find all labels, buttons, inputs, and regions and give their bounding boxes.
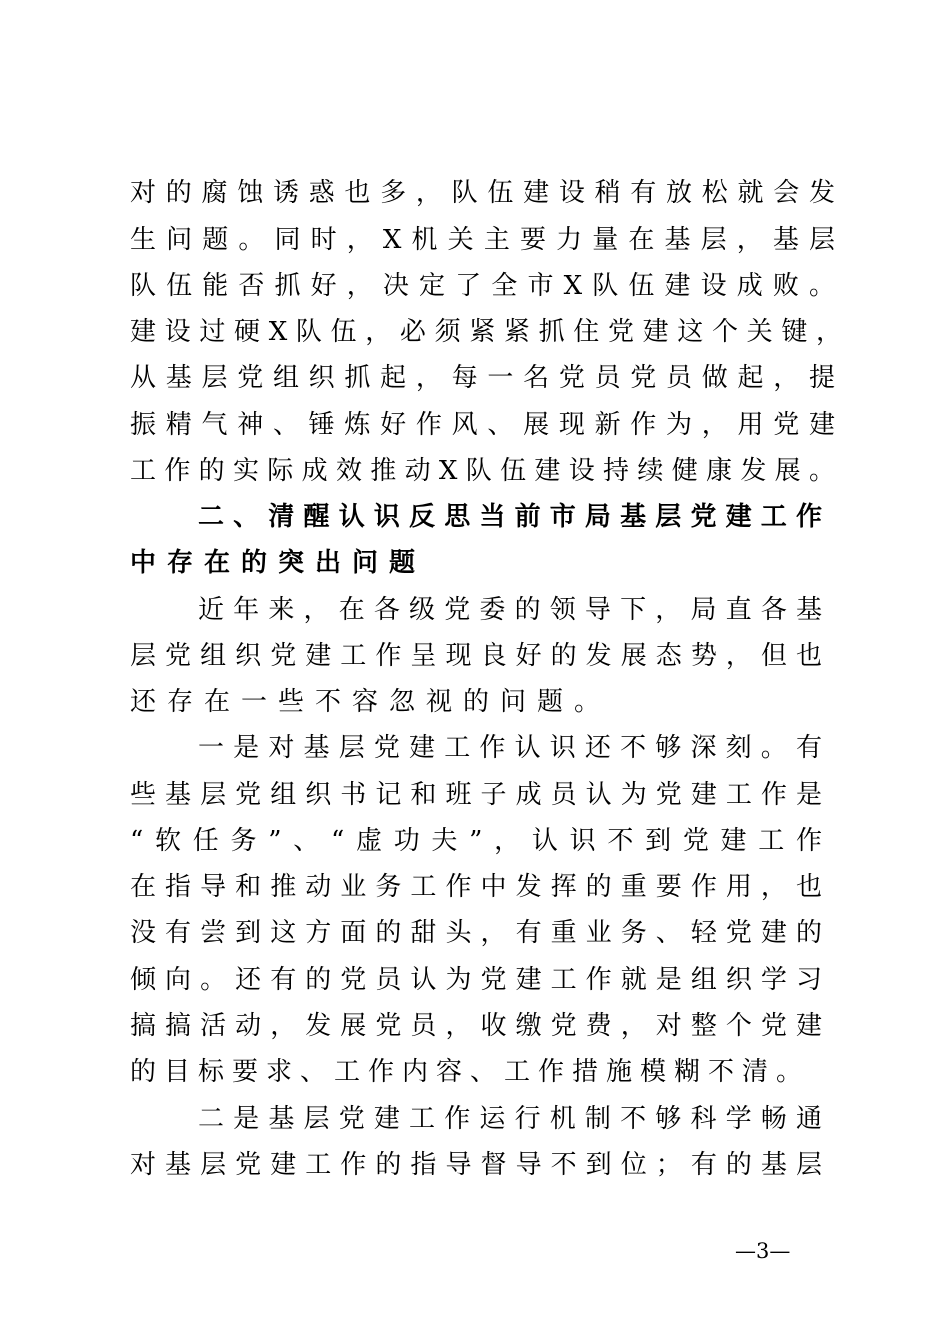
- section-heading: 中存在的突出问题: [130, 548, 427, 578]
- body-text-line: 在指导和推动业务工作中发挥的重要作用，也: [130, 872, 822, 902]
- body-text-line: 二是基层党建工作运行机制不够科学畅通: [198, 1104, 822, 1134]
- body-text-line: 队伍能否抓好，决定了全市X队伍建设成败。: [130, 271, 835, 301]
- body-text-line: 对的腐蚀诱惑也多，队伍建设稍有放松就会发: [130, 178, 835, 208]
- body-text-line: “软任务”、“虚功夫”，认识不到党建工作: [130, 826, 822, 856]
- body-text-line: 一是对基层党建工作认识还不够深刻。有: [198, 733, 822, 763]
- body-text-line: 近年来，在各级党委的领导下，局直各基: [198, 595, 822, 625]
- body-text-line: 从基层党组织抓起，每一名党员党员做起，提: [130, 363, 835, 393]
- body-text-line: 的目标要求、工作内容、工作措施模糊不清。: [130, 1057, 802, 1087]
- body-text-line: 没有尝到这方面的甜头，有重业务、轻党建的: [130, 918, 822, 948]
- body-text-line: 些基层党组织书记和班子成员认为党建工作是: [130, 780, 822, 810]
- body-text-line: 还存在一些不容忽视的问题。: [130, 687, 612, 717]
- page-number: —3—: [735, 1239, 791, 1263]
- body-text-line: 倾向。还有的党员认为党建工作就是组织学习: [130, 965, 822, 995]
- body-text-line: 建设过硬X队伍，必须紧紧抓住党建这个关键，: [130, 317, 842, 347]
- body-text-line: 层党组织党建工作呈现良好的发展态势，但也: [130, 641, 822, 671]
- section-heading: 二、清醒认识反思当前市局基层党建工作: [198, 502, 822, 532]
- body-text-line: 振精气神、锤炼好作风、展现新作为，用党建: [130, 410, 835, 440]
- body-text-line: 工作的实际成效推动X队伍建设持续健康发展。: [130, 456, 835, 486]
- body-text-line: 生问题。同时，X机关主要力量在基层，基层: [130, 225, 835, 255]
- body-text-line: 对基层党建工作的指导督导不到位；有的基层: [130, 1150, 822, 1180]
- body-text-line: 搞搞活动，发展党员，收缴党费，对整个党建: [130, 1011, 822, 1041]
